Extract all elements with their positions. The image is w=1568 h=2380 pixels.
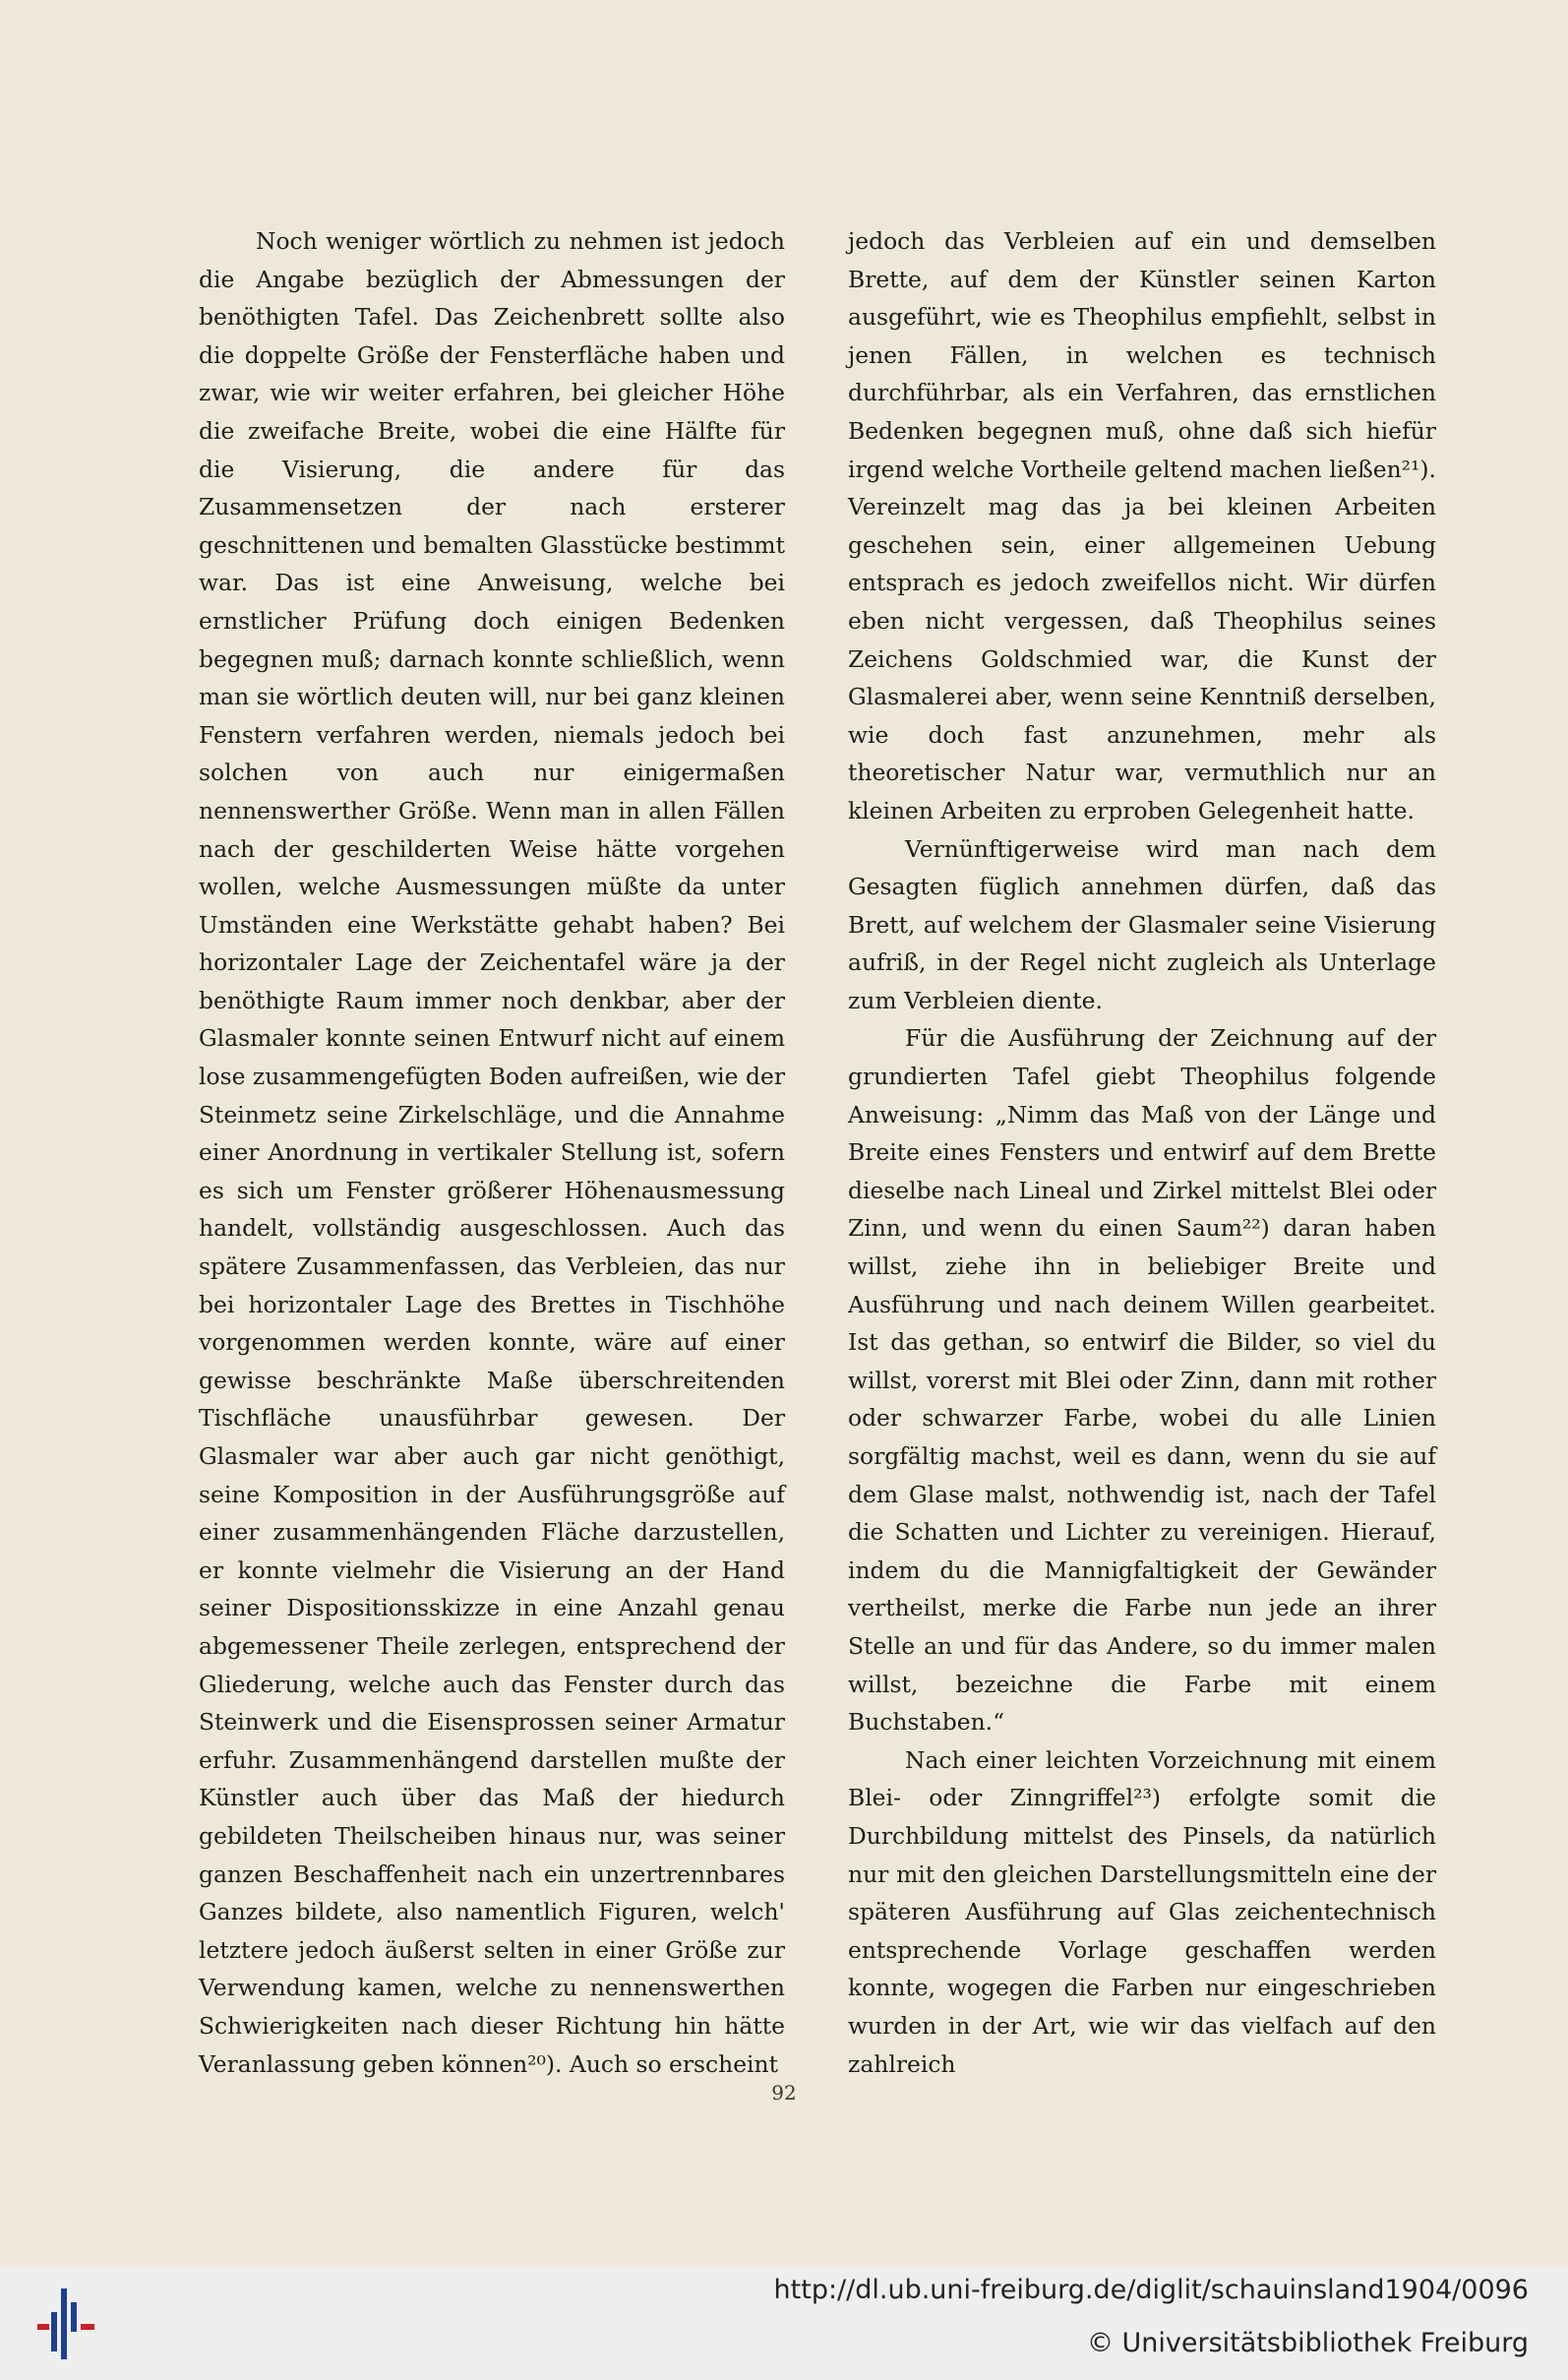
left-column xyxy=(199,222,785,2083)
right-paragraph-4: Nach einer leichten Vorzeichnung mit einem Blei- oder Zinngriffel²³) erfolgte somit die Durchbildung mittelst des Pinsels, da natürlich nur mit den gleichen Darstellungsmitteln eine der späteren Ausführung auf Glas zeichentechnisch entsprechende Vorlage geschaffen werden konnte, wogegen die Farben nur eingeschrieben wurden in der Art, wie wir das vielfach auf den zahlreich xyxy=(848,1745,1436,2078)
ub-freiburg-logo-icon xyxy=(37,2285,96,2363)
page-number: 92 xyxy=(771,2081,797,2105)
footer-copyright: © Universitätsbibliothek Freiburg xyxy=(1086,2328,1529,2358)
left-paragraph-1: Noch weniger wörtlich zu nehmen ist jedoch die Angabe bezüglich der Abmessungen der benöthigten Tafel. Das Zeichenbrett sollte also die doppelte Größe der Fensterfläche haben und zwar, wie wir weiter erfahren, bei gleicher Höhe die zweifache Breite, wobei die eine Hälfte für die Visierung, die andere für das Zusammensetzen der nach ersterer geschnittenen und bemalten Glasstücke bestimmt war. Das ist eine Anweisung, welche bei ernstlicher Prüfung doch einigen Bedenken begegnen muß; darnach konnte schließlich, wenn man sie wörtlich deuten will, nur bei ganz kleinen Fenstern verfahren werden, niemals jedoch bei solchen von auch nur einigermaßen nennenswerther Größe. Wenn man in allen Fällen nach der geschilderten Weise hätte vorgehen wollen, welche Ausmessungen müßte da unter Umständen eine Werkstätte gehabt haben? Bei horizontaler Lage der Zeichentafel wäre ja der benöthigte Raum immer noch denkbar, aber der Glasmaler konnte seinen Entwurf nicht auf einem lose zusammengefügten Boden aufreißen, wie der Steinmetz seine Zirkelschläge, und die Annahme einer Anordnung in vertikaler Stellung ist, sofern es sich um Fenster größerer Höhenausmessung handelt, vollständig ausgeschlossen. Auch das spätere Zusammenfassen, das Verbleien, das nur bei horizontaler Lage des Brettes in Tischhöhe vorgenommen werden konnte, wäre auf einer gewisse beschränkte Maße überschreitenden Tischfläche unausführbar gewesen. Der Glasmaler war aber auch gar nicht genöthigt, seine Komposition in der Ausführungsgröße auf einer zusammenhängenden Fläche darzustellen, er konnte vielmehr die Visierung an der Hand seiner Dispositionsskizze in eine Anzahl genau abgemessener Theile zerlegen, entsprechend der Gliederung, welche auch das Fenster durch das Steinwerk und die Eisensprossen seiner Armatur erfuhr. Zusammenhängend darstellen mußte der Künstler auch über das Maß der hiedurch gebildeten Theilscheiben hinaus nur, was seiner ganzen Beschaffenheit nach ein unzertrennbares Ganzes bildete, also namentlich Figuren, welch' letztere jedoch äußerst selten in einer Größe zur Verwendung kamen, welche zu nennenswerthen Schwierigkeiten nach dieser Richtung hin hätte Veranlassung geben können²⁰). Auch so erscheint xyxy=(199,227,785,2078)
right-column xyxy=(848,222,1436,2083)
footer-url-link[interactable]: http://dl.ub.uni-freiburg.de/diglit/schauinsland1904/0096 xyxy=(773,2275,1529,2305)
right-paragraph-2: Vernünftigerweise wird man nach dem Gesagten füglich annehmen dürfen, daß das Brett, auf welchem der Glasmaler seine Visierung aufriß, in der Regel nicht zugleich als Unterlage zum Verbleien diente. xyxy=(848,834,1436,1014)
right-paragraph-3: Für die Ausführung der Zeichnung auf der grundierten Tafel giebt Theophilus folgende Anweisung: „Nimm das Maß von der Länge und Breite eines Fensters und entwirf auf dem Brette dieselbe nach Lineal und Zirkel mittelst Blei oder Zinn, und wenn du einen Saum²²) daran haben willst, ziehe ihn in beliebiger Breite und Ausführung und nach deinem Willen gearbeitet. Ist das gethan, so entwirf die Bilder, so viel du willst, vorerst mit Blei oder Zinn, dann mit rother oder schwarzer Farbe, wobei du alle Linien sorgfältig machst, weil es dann, wenn du sie auf dem Glase malst, nothwendig ist, nach der Tafel die Schatten und Lichter zu vereinigen. Hierauf, indem du die Mannigfaltigkeit der Gewänder vertheilst, merke die Farbe nun jede an ihrer Stelle an und für das Andere, so du immer malen willst, bezeichne die Farbe mit einem Buchstaben.“ xyxy=(848,1024,1436,1737)
right-paragraph-1: jedoch das Verbleien auf ein und demselben Brette, auf dem der Künstler seinen Karton ausgeführt, wie es Theophilus empfiehlt, selbst in jenen Fällen, in welchen es technisch durchführbar, als ein Verfahren, das ernstlichen Bedenken begegnen muß, ohne daß sich hiefür irgend welche Vortheile geltend machen ließen²¹). Vereinzelt mag das ja bei kleinen Arbeiten geschehen sein, einer allgemeinen Uebung entsprach es jedoch zweifellos nicht. Wir dürfen eben nicht vergessen, daß Theophilus seines Zeichens Goldschmied war, die Kunst der Glasmalerei aber, wenn seine Kenntniß derselben, wie doch fast anzunehmen, mehr als theoretischer Natur war, vermuthlich nur an kleinen Arbeiten zu erproben Gelegenheit hatte. xyxy=(848,227,1436,824)
